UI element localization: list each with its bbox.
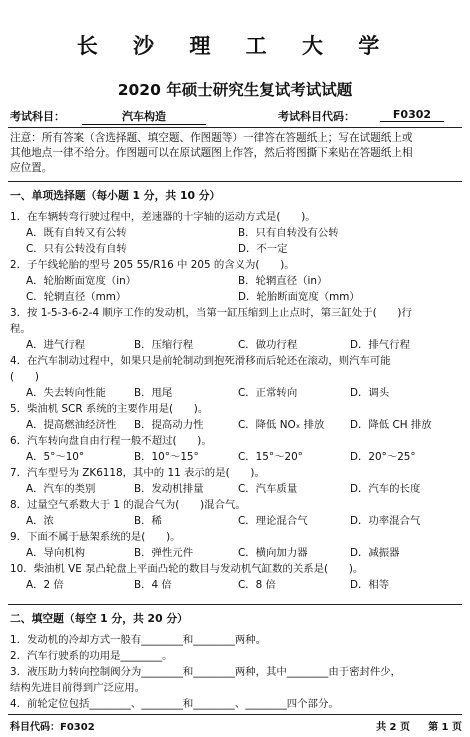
option: C．横向加力器 <box>238 547 308 559</box>
option: A．轮胎断面宽度（in） <box>26 275 137 287</box>
subject-code-value: F0302 <box>380 108 444 122</box>
footer-total-pages: 共 2 页 <box>376 722 410 733</box>
option: A．2 倍 <box>26 579 64 591</box>
option: D．相等 <box>350 579 390 591</box>
option: A．浓 <box>26 515 54 527</box>
footer-page-number: 第 1 页 <box>428 722 462 733</box>
question-stem: 10．柴油机 VE 泵凸轮盘上平面凸轮的数目与发动机气缸数的关系是( )。 <box>10 563 364 575</box>
option: D．功率混合气 <box>350 515 421 527</box>
footer <box>10 718 462 733</box>
option: D．轮胎断面宽度（mm） <box>238 291 360 303</box>
option: D．不一定 <box>238 243 288 255</box>
option: C．只有公转没有自转 <box>26 243 127 255</box>
option: B．4 倍 <box>134 579 172 591</box>
footer-code: 科目代码：F0302 <box>10 722 95 733</box>
option: C．做功行程 <box>238 339 298 351</box>
option: B．发动机排量 <box>134 483 204 495</box>
option: B．压缩行程 <box>134 339 194 351</box>
option: B．轮辋直径（in） <box>238 275 328 287</box>
question-stem: 5．柴油机 SCR 系统的主要作用是( )。 <box>10 403 209 415</box>
question-stem: 8．过量空气系数大于 1 的混合气为( )混合气。 <box>10 499 246 511</box>
option: B．甩尾 <box>134 387 173 399</box>
option: A．提高燃油经济性 <box>26 419 117 431</box>
option: D．汽车的长度 <box>350 483 421 495</box>
divider <box>8 604 462 605</box>
fill-item: 结构先进目前得到广泛应用。 <box>10 682 146 694</box>
option: B．弹性元件 <box>134 547 194 559</box>
question-stem: 7．汽车型号为 ZK6118，其中的 11 表示的是( )。 <box>10 467 265 479</box>
exam-title: 2020 年硕士研究生复试考试试题 <box>117 81 353 99</box>
question-stem: 6．汽车转向盘自由行程一般不超过( )。 <box>10 435 212 447</box>
fill-item: 1．发动机的冷却方式一般有________和________两种。 <box>10 634 266 646</box>
option: A．进气行程 <box>26 339 86 351</box>
option: C．8 倍 <box>238 579 276 591</box>
fill-item: 4．前轮定位包括________、________和________、________四个部分。 <box>10 698 339 710</box>
divider <box>8 181 462 182</box>
option: A．5°～10° <box>26 451 85 463</box>
option: A．导向机构 <box>26 547 86 559</box>
question-stem: 3．按 1-5-3-6-2-4 顺序工作的发动机，当第一缸压缩到上止点时，第三缸处于( )行 <box>10 307 412 319</box>
question-stem-cont: ( ) <box>10 371 39 383</box>
notice-line: 其他地点一律不给分。作图题可以在原试题图上作答，然后将图撕下来贴在答题纸上相 <box>10 147 413 159</box>
option: C．15°～20° <box>238 451 303 463</box>
university-name: 长 沙 理 工 大 学 <box>76 33 394 58</box>
option: C．轮辋直径（mm） <box>26 291 127 303</box>
question-stem: 9．下面不属于悬架系统的是( )。 <box>10 531 181 543</box>
option: B．稀 <box>134 515 162 527</box>
section-title: 一、单项选择题（每小题 1 分，共 10 分） <box>10 189 221 202</box>
divider <box>8 714 462 715</box>
option: B．10°～15° <box>134 451 199 463</box>
option: C．理论混合气 <box>238 515 308 527</box>
notice-line: 应位置。 <box>10 162 53 174</box>
option: A．汽车的类别 <box>26 483 96 495</box>
section-title: 二、填空题（每空 1 分，共 20 分） <box>10 612 188 625</box>
option: B．只有自转没有公转 <box>238 227 339 239</box>
option: D．调头 <box>350 387 390 399</box>
option: C．降低 NOₓ 排放 <box>238 419 325 431</box>
question-stem: 2．子午线轮胎的型号 205 55/R16 中 205 的含义为( )。 <box>10 259 295 271</box>
option: A．既有自转又有公转 <box>26 227 127 239</box>
option: D．20°～25° <box>350 451 416 463</box>
option: C．正常转向 <box>238 387 298 399</box>
question-stem: 4．在汽车制动过程中，如果只是前轮制动到抱死滑移而后轮还在滚动，则汽车可能 <box>10 355 391 367</box>
option: A．失去转向性能 <box>26 387 106 399</box>
option: B．提高动力性 <box>134 419 204 431</box>
notice <box>10 131 462 176</box>
divider <box>8 127 462 128</box>
option: D．减振器 <box>350 547 400 559</box>
option: D．降低 CH 排放 <box>350 419 432 431</box>
option: C．汽车质量 <box>238 483 298 495</box>
subject-label: 考试科目： <box>10 110 65 123</box>
subject-value: 汽车构造 <box>82 108 206 125</box>
fill-item: 3．液压助力转向控制阀分为________和________两种，其中________由于密封件少， <box>10 666 402 678</box>
subject-code-label: 考试科目代码： <box>278 110 355 123</box>
question-stem: 1．在车辆转弯行驶过程中，差速器的十字轴的运动方式是( )。 <box>10 211 316 223</box>
fill-item: 2．汽车行驶系的功用是________。 <box>10 650 173 662</box>
notice-line: 注意：所有答案（含选择题、填空题、作图题等）一律答在答题纸上；写在试题纸上或 <box>10 132 413 144</box>
option: D．排气行程 <box>350 339 410 351</box>
question-stem-cont: 程。 <box>10 323 31 335</box>
